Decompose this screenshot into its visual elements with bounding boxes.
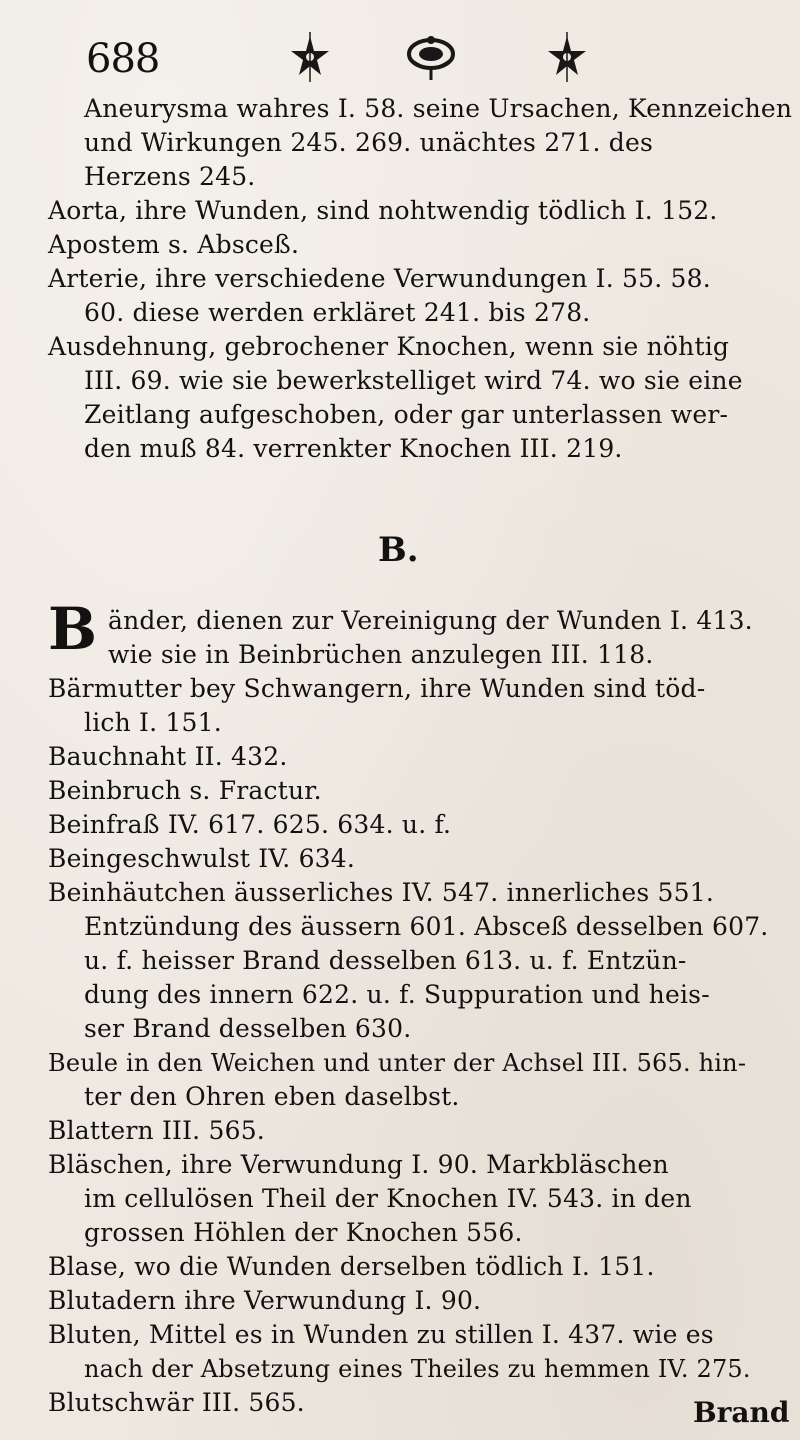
index-line: grossen Höhlen der Knochen 556.: [84, 1218, 523, 1247]
crown-ornament-icon: [395, 30, 467, 84]
index-line: den muß 84. verrenkter Knochen III. 219.: [84, 434, 623, 463]
index-line: Ausdehnung, gebrochener Knochen, wenn sie nöhtig: [48, 332, 730, 361]
index-line: Bluten, Mittel es in Wunden zu stillen I. 437. wie es: [48, 1320, 714, 1349]
index-line: III. 69. wie sie bewerkstelliget wird 74. wo sie eine: [84, 366, 743, 395]
index-line: änder, dienen zur Vereinigung der Wunden I. 413.: [108, 606, 753, 635]
index-line: nach der Absetzung eines Theiles zu hemmen IV. 275.: [84, 1355, 751, 1383]
index-line: und Wirkungen 245. 269. unächtes 271. des: [84, 128, 654, 157]
catchword: Brand: [693, 1396, 790, 1429]
index-line: Blattern III. 565.: [48, 1116, 265, 1145]
index-line: Zeitlang aufgeschoben, oder gar unterlassen wer-: [84, 400, 729, 429]
page-header: [0, 22, 800, 92]
index-line: Beule in den Weichen und unter der Achsel III. 565. hin-: [48, 1049, 747, 1077]
index-line: lich I. 151.: [84, 708, 222, 737]
index-line: Bärmutter bey Schwangern, ihre Wunden sind töd-: [48, 674, 706, 703]
index-line: Blase, wo die Wunden derselben tödlich I. 151.: [48, 1252, 655, 1281]
page-number: 688: [86, 36, 160, 82]
index-line: Blutadern ihre Verwundung I. 90.: [48, 1286, 482, 1315]
index-line: dung des innern 622. u. f. Suppuration und heis-: [84, 980, 710, 1009]
star-ornament-icon: [283, 30, 337, 84]
index-line: Beinfraß IV. 617. 625. 634. u. f.: [48, 810, 452, 839]
index-line: Entzündung des äussern 601. Absceß desselben 607.: [84, 912, 769, 941]
star-ornament-icon: [540, 30, 594, 84]
index-line: Bläschen, ihre Verwundung I. 90. Markbläschen: [48, 1150, 669, 1179]
decorative-initial: B: [48, 595, 98, 663]
index-line: Bauchnaht II. 432.: [48, 742, 288, 771]
index-line: Beinhäutchen äusserliches IV. 547. innerliches 551.: [48, 878, 714, 907]
index-line: Apostem s. Absceß.: [48, 230, 300, 259]
index-line: ter den Ohren eben daselbst.: [84, 1082, 460, 1111]
index-line: Herzens 245.: [84, 162, 256, 191]
index-line: Arterie, ihre verschiedene Verwundungen I. 55. 58.: [48, 264, 711, 293]
index-line: Aorta, ihre Wunden, sind nohtwendig tödlich I. 152.: [48, 196, 718, 225]
index-line: ser Brand desselben 630.: [84, 1014, 412, 1043]
index-line: Aneurysma wahres I. 58. seine Ursachen, Kennzeichen: [84, 94, 793, 123]
section-heading-b: B.: [378, 530, 419, 570]
index-line: u. f. heisser Brand desselben 613. u. f. Entzün-: [84, 946, 687, 975]
index-line: 60. diese werden erkläret 241. bis 278.: [84, 298, 591, 327]
index-line: wie sie in Beinbrüchen anzulegen III. 118.: [108, 640, 654, 669]
index-line: Beingeschwulst IV. 634.: [48, 844, 356, 873]
index-line: Blutschwär III. 565.: [48, 1388, 305, 1417]
index-line: Beinbruch s. Fractur.: [48, 776, 322, 805]
index-line: im cellulösen Theil der Knochen IV. 543. in den: [84, 1184, 692, 1213]
